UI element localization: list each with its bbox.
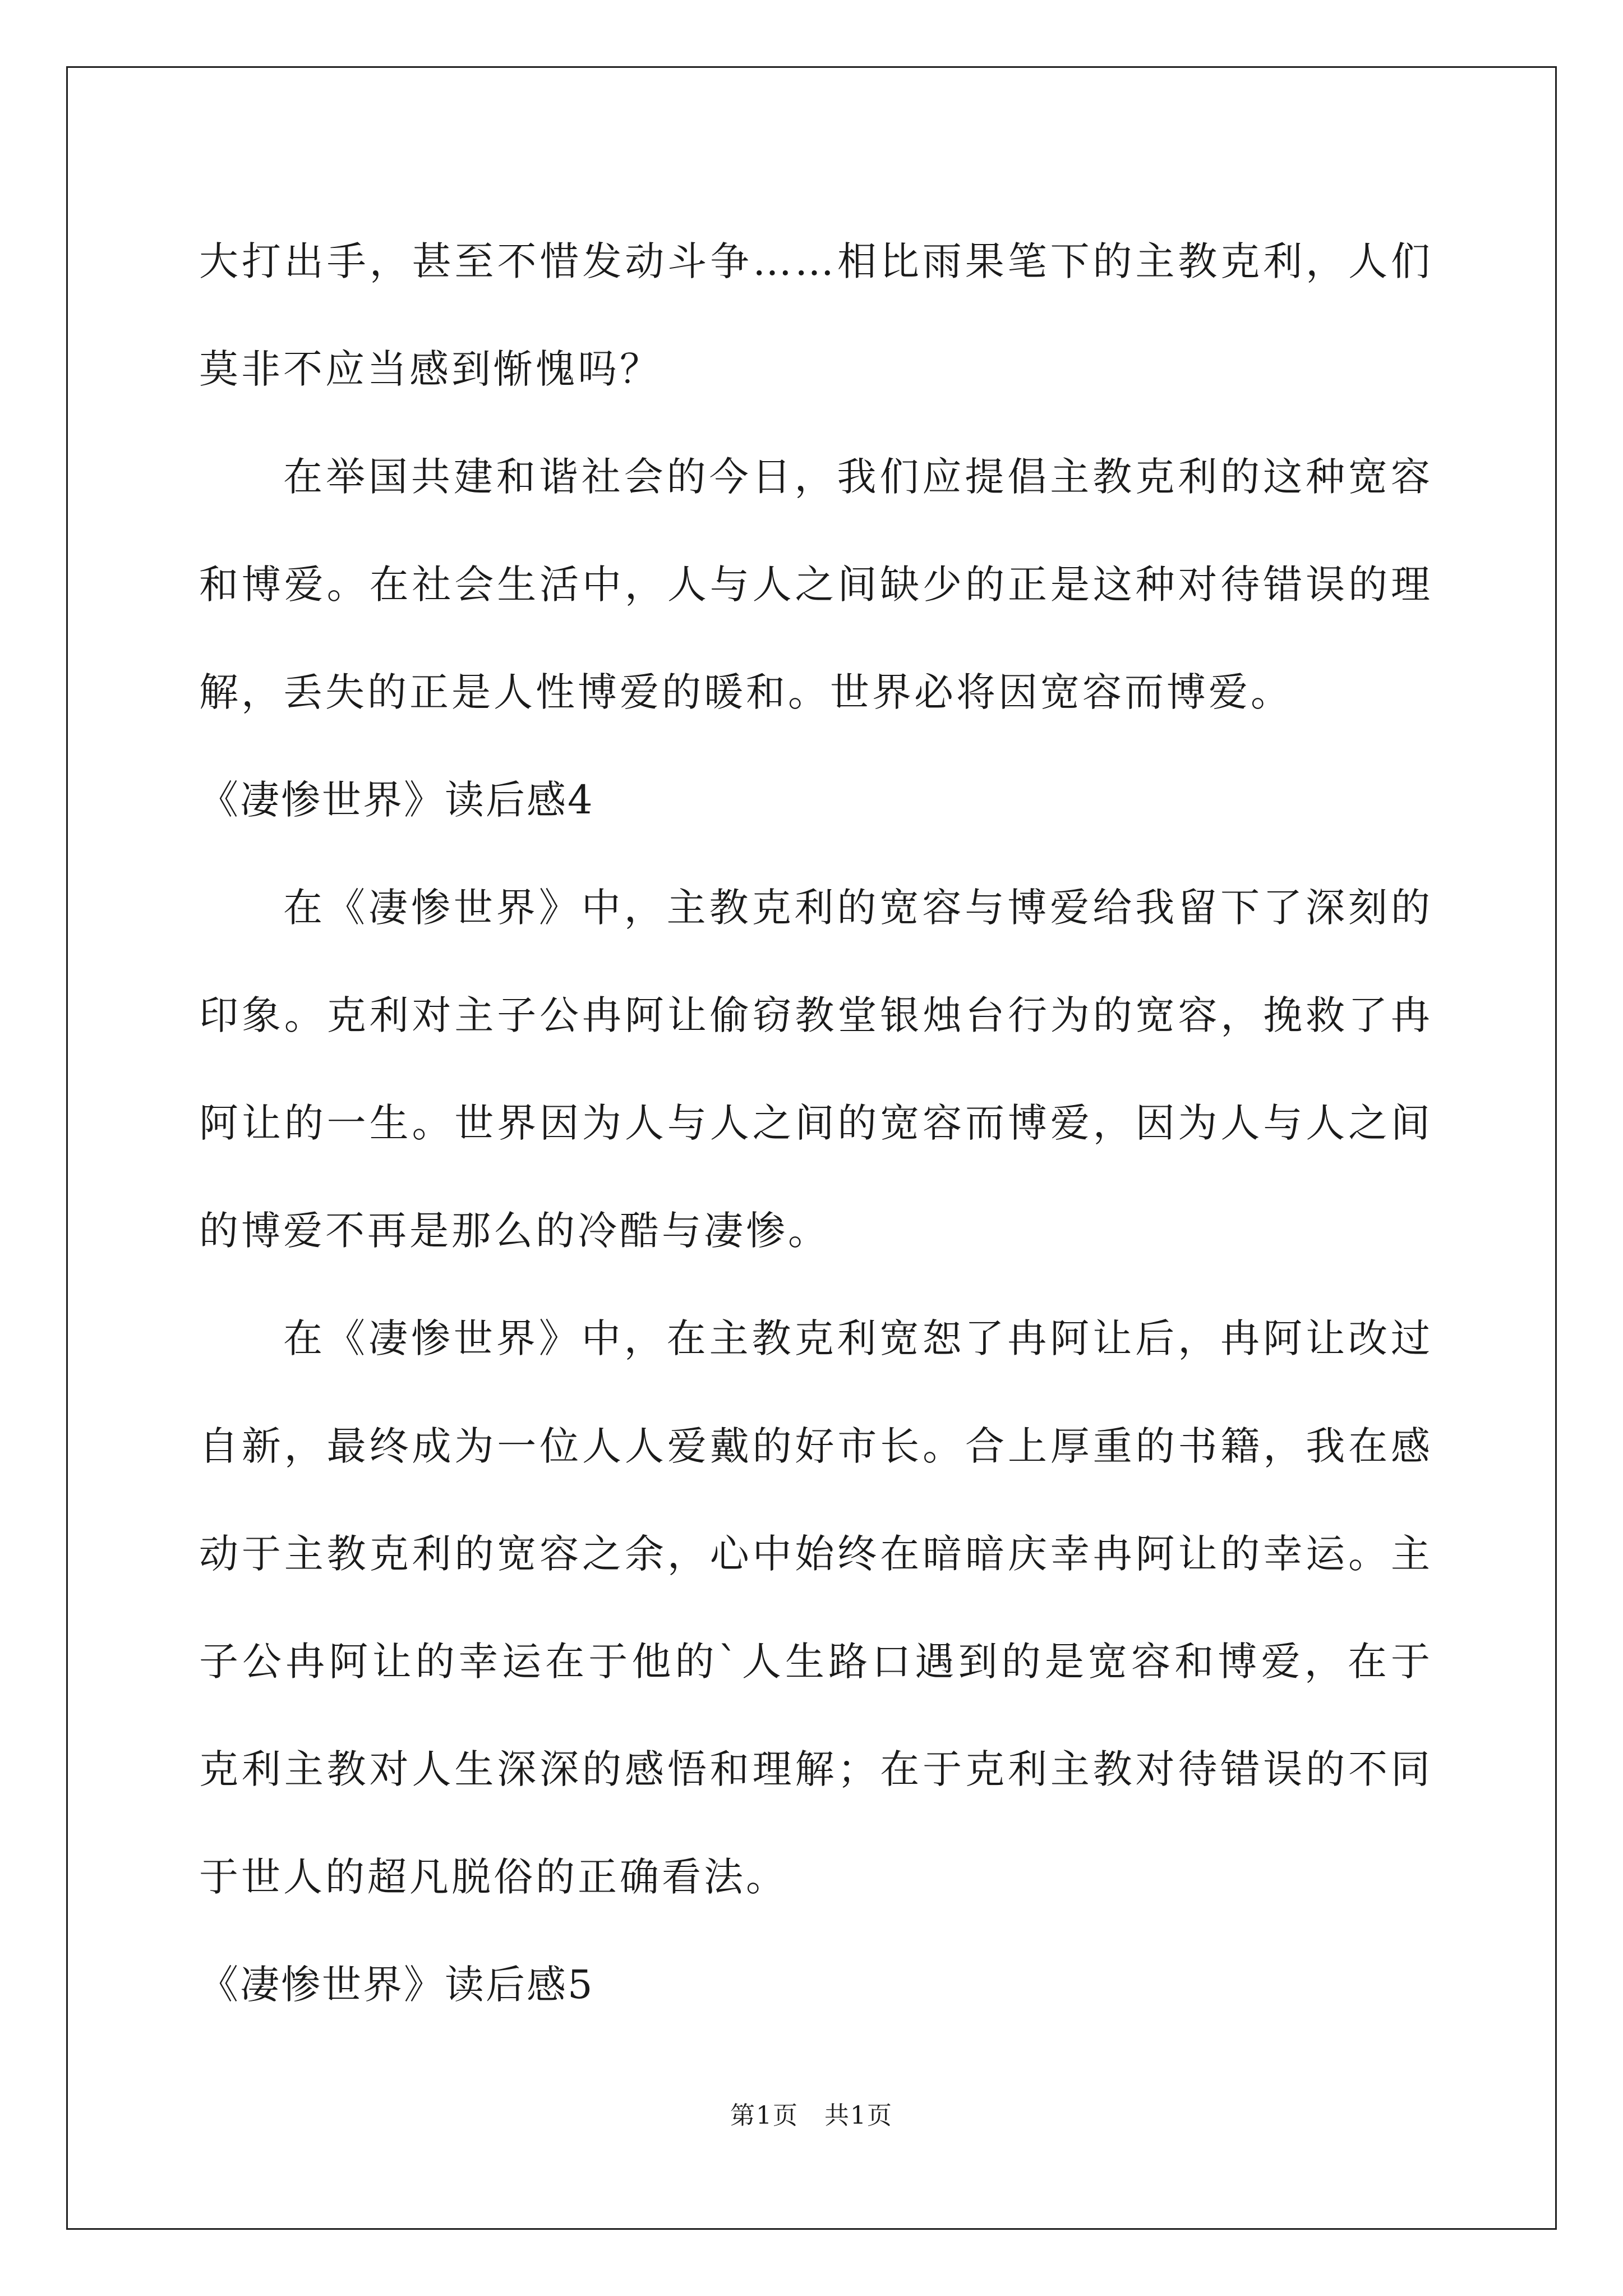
- section-heading: 《凄惨世界》读后感5: [199, 1962, 594, 2008]
- section-heading: 《凄惨世界》读后感4: [199, 777, 594, 823]
- paragraph: 在《凄惨世界》中，在主教克利宽恕了冉阿让后，冉阿让改过自新，最终成为一位人人爱戴的好市长。合上厚重的书籍，我在感动于主教克利的宽容之余，心中始终在暗暗庆幸冉阿让的幸运。主子公冉阿让的幸运在于他的`人生路口遇到的是宽容和博爱，在于克利主教对人生深深的感悟和理解；在于克利主教对待错误的不同于世人的超凡脱俗的正确看法。: [199, 1315, 1433, 1900]
- paragraph: 大打出手，甚至不惜发动斗争……相比雨果笔下的主教克利，人们莫非不应当感到惭愧吗？: [199, 238, 1433, 392]
- document-body: [199, 208, 1433, 2039]
- paragraph: 在举国共建和谐社会的今日，我们应提倡主教克利的这种宽容和博爱。在社会生活中，人与人之间缺少的正是这种对待错误的理解，丢失的正是人性博爱的暖和。世界必将因宽容而博爱。: [199, 454, 1433, 715]
- page-footer: 第1页 共1页: [730, 2101, 893, 2130]
- paragraph: 在《凄惨世界》中，主教克利的宽容与博爱给我留下了深刻的印象。克利对主子公冉阿让偷窃教堂银烛台行为的宽容，挽救了冉阿让的一生。世界因为人与人之间的宽容而博爱，因为人与人之间的博爱不再是那么的冷酷与凄惨。: [199, 885, 1433, 1254]
